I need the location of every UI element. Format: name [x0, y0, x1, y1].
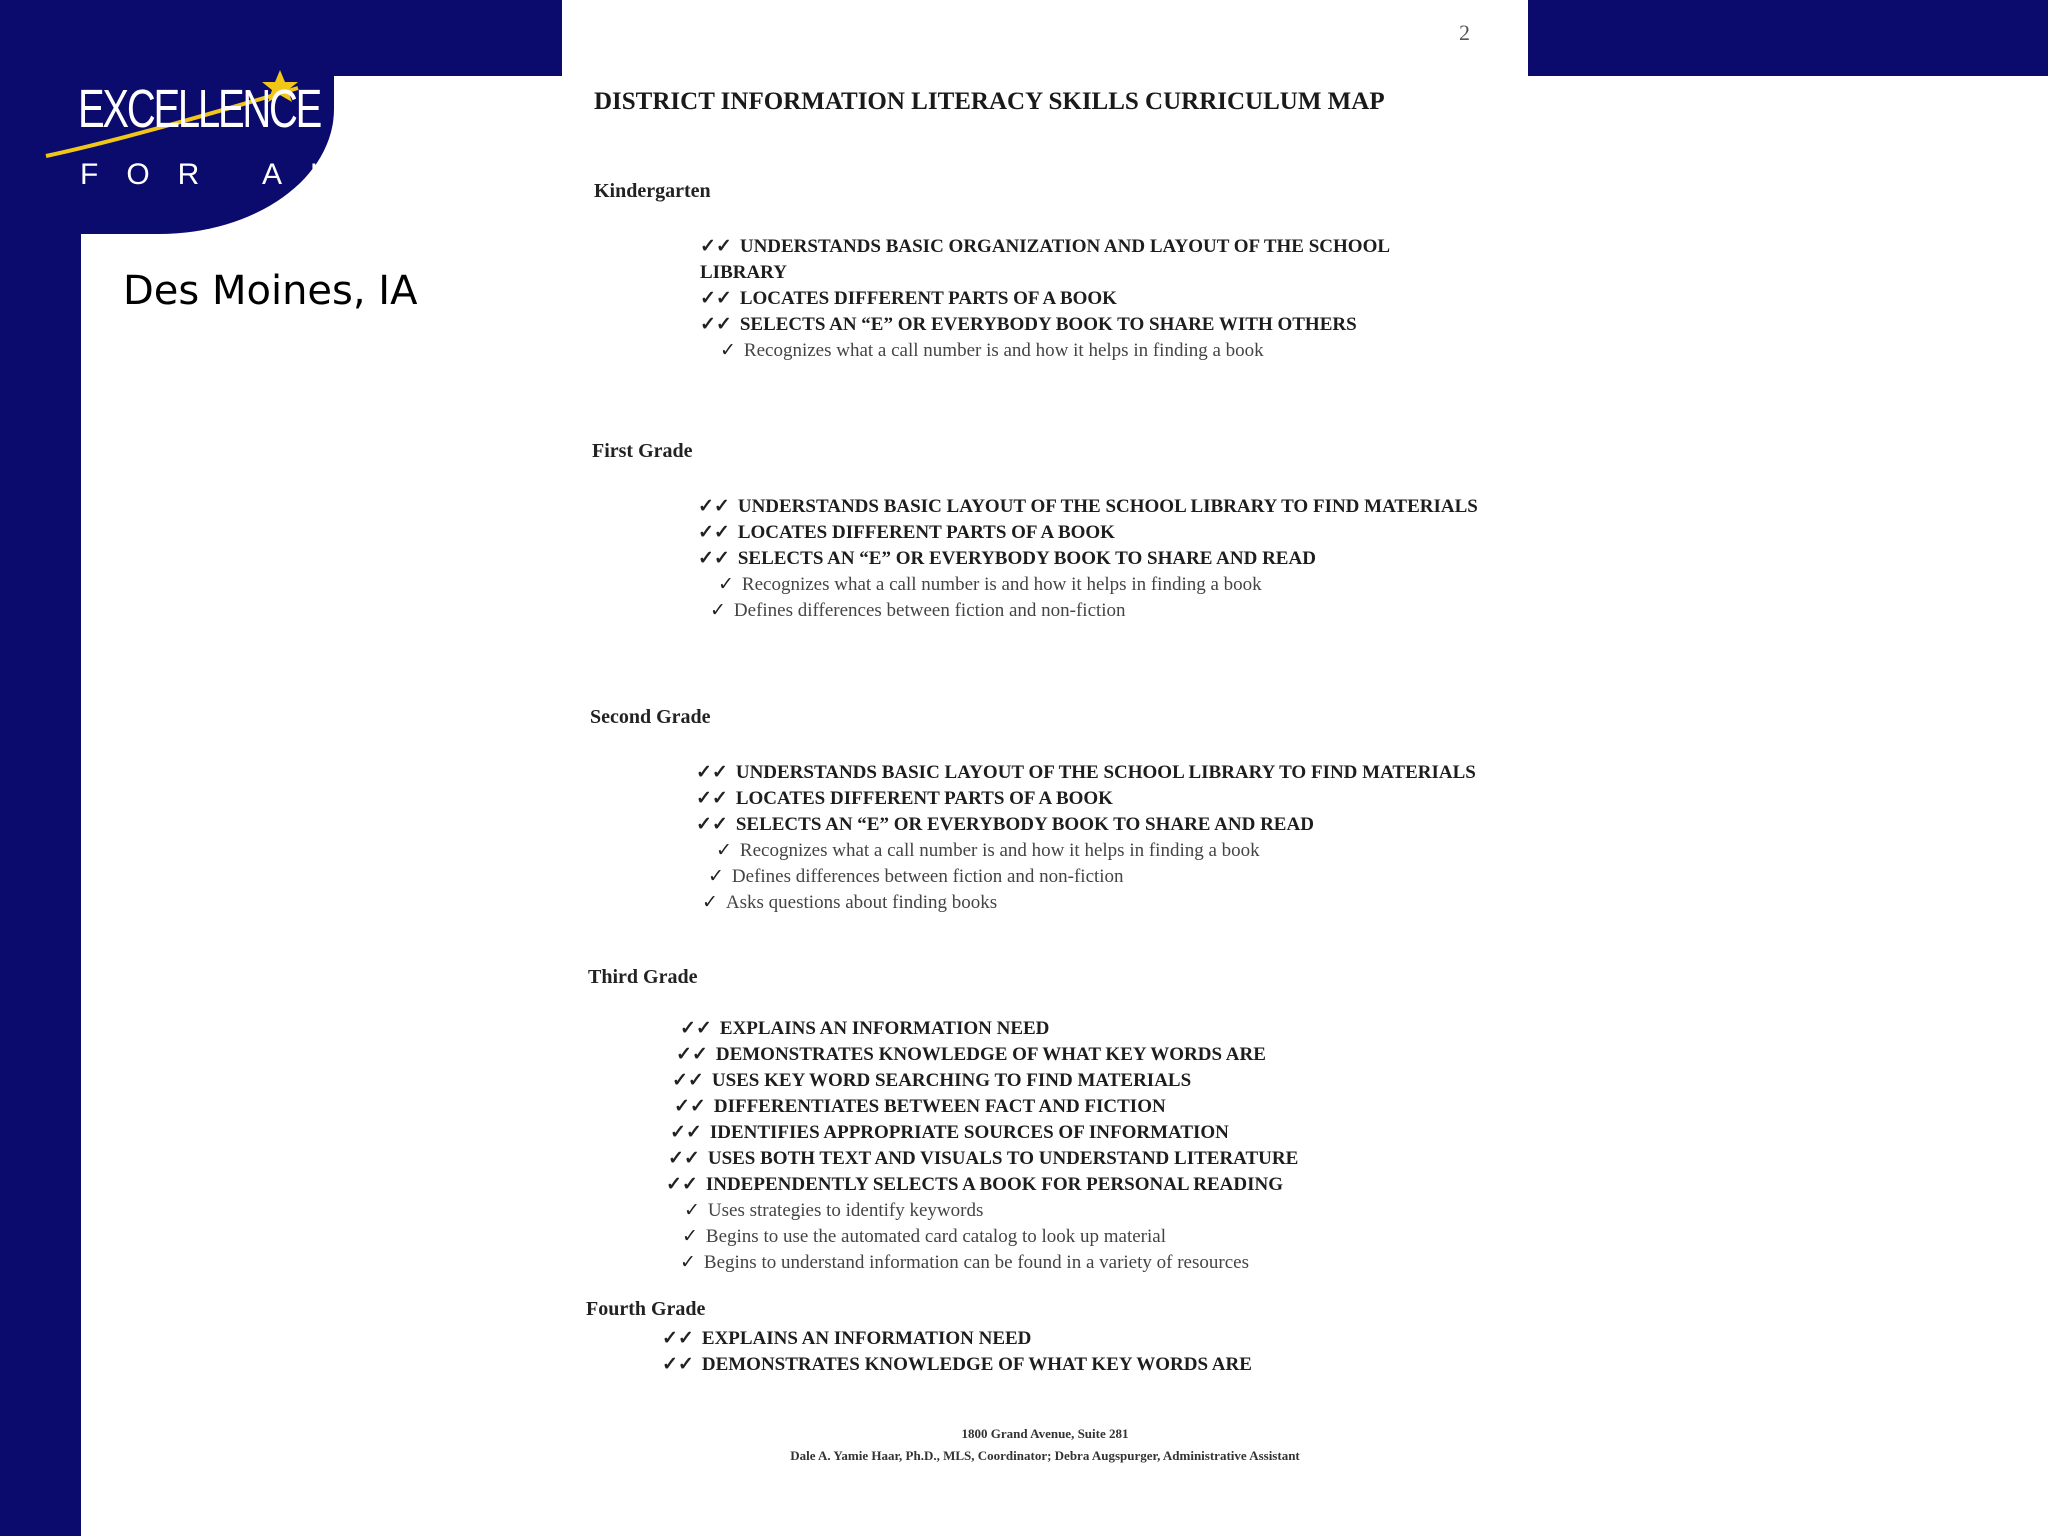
double-check-icon: ✓✓: [662, 1328, 694, 1349]
grade-heading-fourth-grade: Fourth Grade: [586, 1298, 706, 1320]
double-check-icon: ✓✓: [680, 1018, 712, 1039]
double-check-icon: ✓✓: [668, 1148, 700, 1169]
list-item: ✓ Asks questions about finding books: [696, 890, 1496, 916]
list-item: ✓✓ DEMONSTRATES KNOWLEDGE OF WHAT KEY WORDS ARE: [676, 1042, 1480, 1068]
list-item: ✓✓ SELECTS AN “E” OR EVERYBODY BOOK TO SHARE AND READ: [698, 546, 1498, 572]
double-check-icon: ✓✓: [700, 288, 732, 309]
list-item: ✓✓ UNDERSTANDS BASIC LAYOUT OF THE SCHOOL LIBRARY TO FIND MATERIALS: [696, 760, 1476, 786]
scanned-document-page: [562, 0, 1528, 1536]
double-check-icon: ✓✓: [696, 762, 728, 783]
double-check-icon: ✓✓: [700, 314, 732, 335]
double-check-icon: ✓✓: [700, 236, 732, 257]
check-icon: ✓: [720, 340, 736, 361]
list-item: ✓✓ LOCATES DIFFERENT PARTS OF A BOOK: [696, 786, 1496, 812]
list-item: ✓ Begins to use the automated card catalog to look up material: [680, 1224, 1480, 1250]
list-item: ✓✓ IDENTIFIES APPROPRIATE SOURCES OF INFORMATION: [670, 1120, 1480, 1146]
list-item: ✓✓ INDEPENDENTLY SELECTS A BOOK FOR PERSONAL READING: [666, 1172, 1480, 1198]
grade-heading-first-grade: First Grade: [592, 440, 693, 462]
double-check-icon: ✓✓: [698, 548, 730, 569]
double-check-icon: ✓✓: [662, 1354, 694, 1375]
list-item: ✓✓ DIFFERENTIATES BETWEEN FACT AND FICTION: [674, 1094, 1480, 1120]
grade-heading-third-grade: Third Grade: [588, 966, 698, 988]
check-icon: ✓: [684, 1200, 700, 1221]
grade-heading-kindergarten: Kindergarten: [594, 180, 711, 202]
list-item: ✓ Recognizes what a call number is and how it helps in finding a book: [700, 338, 1500, 364]
logo-sub-text: FOR ALL: [80, 158, 400, 191]
check-icon: ✓: [716, 840, 732, 861]
list-item: ✓ Recognizes what a call number is and how it helps in finding a book: [696, 838, 1496, 864]
double-check-icon: ✓✓: [672, 1070, 704, 1091]
list-item: ✓✓ USES KEY WORD SEARCHING TO FIND MATERIALS: [672, 1068, 1480, 1094]
list-item: ✓✓ DEMONSTRATES KNOWLEDGE OF WHAT KEY WORDS ARE: [662, 1352, 1462, 1378]
skill-list-kindergarten: [700, 234, 1500, 364]
double-check-icon: ✓✓: [676, 1044, 708, 1065]
skill-list-fourth-grade: [662, 1326, 1462, 1378]
double-check-icon: ✓✓: [698, 496, 730, 517]
double-check-icon: ✓✓: [666, 1174, 698, 1195]
check-icon: ✓: [680, 1252, 696, 1273]
list-item: ✓✓ SELECTS AN “E” OR EVERYBODY BOOK TO SHARE WITH OTHERS: [700, 312, 1500, 338]
skill-list-second-grade: [696, 760, 1496, 916]
list-item: ✓✓ UNDERSTANDS BASIC ORGANIZATION AND LAYOUT OF THE SCHOOL LIBRARY: [700, 236, 1389, 283]
list-item: ✓✓ UNDERSTANDS BASIC LAYOUT OF THE SCHOOL LIBRARY TO FIND MATERIALS: [698, 494, 1478, 520]
check-icon: ✓: [682, 1226, 698, 1247]
list-item: ✓✓ EXPLAINS AN INFORMATION NEED: [662, 1326, 1462, 1352]
double-check-icon: ✓✓: [670, 1122, 702, 1143]
check-icon: ✓: [718, 574, 734, 595]
grade-heading-second-grade: Second Grade: [590, 706, 711, 728]
check-icon: ✓: [708, 866, 724, 887]
list-item: ✓ Defines differences between fiction and non-fiction: [698, 598, 1498, 624]
location-label: Des Moines, IA: [123, 268, 418, 314]
skill-list-third-grade: [666, 1016, 1480, 1276]
list-item: ✓ Recognizes what a call number is and how it helps in finding a book: [698, 572, 1498, 598]
document-title: DISTRICT INFORMATION LITERACY SKILLS CURRICULUM MAP: [594, 88, 1385, 115]
list-item: ✓ Defines differences between fiction and non-fiction: [696, 864, 1496, 890]
list-item: ✓✓ LOCATES DIFFERENT PARTS OF A BOOK: [700, 286, 1500, 312]
logo-main-text: EXCELLENCE: [78, 79, 321, 139]
list-item: ✓✓ LOCATES DIFFERENT PARTS OF A BOOK: [698, 520, 1498, 546]
list-item: ✓ Uses strategies to identify keywords: [680, 1198, 1480, 1224]
list-item: ✓✓ SELECTS AN “E” OR EVERYBODY BOOK TO SHARE AND READ: [696, 812, 1496, 838]
double-check-icon: ✓✓: [698, 522, 730, 543]
double-check-icon: ✓✓: [696, 788, 728, 809]
list-item: ✓✓ EXPLAINS AN INFORMATION NEED: [680, 1016, 1480, 1042]
document-footer-address: 1800 Grand Avenue, Suite 281: [961, 1426, 1129, 1441]
skill-list-first-grade: [698, 494, 1498, 624]
list-item: ✓✓ USES BOTH TEXT AND VISUALS TO UNDERSTAND LITERATURE: [668, 1146, 1480, 1172]
document-footer-contacts: Dale A. Yamie Haar, Ph.D., MLS, Coordinator; Debra Augspurger, Administrative Assistant: [790, 1448, 1300, 1463]
page-number: 2: [1459, 20, 1470, 45]
double-check-icon: ✓✓: [674, 1096, 706, 1117]
check-icon: ✓: [710, 600, 726, 621]
check-icon: ✓: [702, 892, 718, 913]
double-check-icon: ✓✓: [696, 814, 728, 835]
list-item: ✓ Begins to understand information can be found in a variety of resources: [680, 1250, 1480, 1276]
excellence-for-all-logo: [40, 62, 400, 202]
